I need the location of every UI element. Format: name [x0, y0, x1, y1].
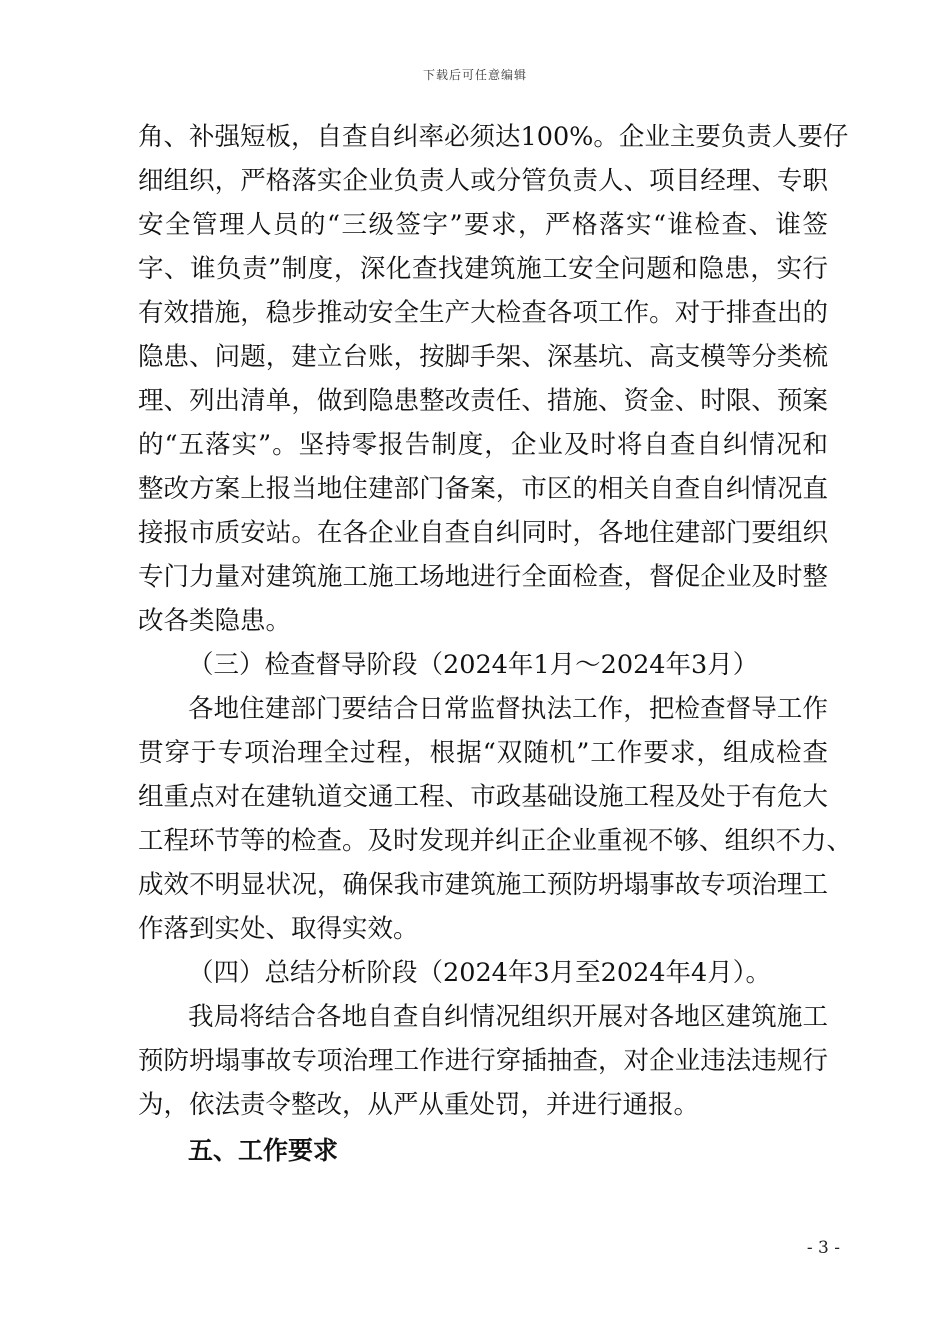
body-line: 工程环节等的检查。及时发现并纠正企业重视不够、组织不力、 [138, 826, 853, 856]
page-number: - 3 - [806, 1238, 840, 1258]
body-line: 各地住建部门要结合日常监督执法工作，把检查督导工作 [188, 694, 828, 724]
body-line: 成效不明显状况，确保我市建筑施工预防坍塌事故专项治理工 [138, 870, 828, 900]
body-line: 整改方案上报当地住建部门备案，市区的相关自查自纠情况直 [138, 474, 828, 504]
body-line: 为，依法责令整改，从严从重处罚，并进行通报。 [138, 1090, 700, 1120]
body-line: 改各类隐患。 [138, 606, 292, 636]
body-line: 理、列出清单，做到隐患整改责任、措施、资金、时限、预案 [138, 386, 828, 416]
body-line: 安全管理人员的“三级签字”要求，严格落实“谁检查、谁签 [138, 210, 828, 240]
body-line: 接报市质安站。在各企业自查自纠同时，各地住建部门要组织 [138, 518, 828, 548]
header-watermark: 下载后可任意编辑 [422, 68, 527, 82]
body-line: 隐患、问题，建立台账，按脚手架、深基坑、高支模等分类梳 [138, 342, 828, 372]
body-line: 预防坍塌事故专项治理工作进行穿插抽查，对企业违法违规行 [138, 1046, 828, 1076]
body-line: 专门力量对建筑施工施工场地进行全面检查，督促企业及时整 [138, 562, 828, 592]
section-heading: 五、工作要求 [188, 1136, 339, 1165]
body-line: 组重点对在建轨道交通工程、市政基础设施工程及处于有危大 [138, 782, 828, 812]
body-line: 我局将结合各地自查自纠情况组织开展对各地区建筑施工 [188, 1002, 828, 1032]
body-line: 字、谁负责”制度，深化查找建筑施工安全问题和隐患，实行 [138, 254, 828, 284]
body-line: 的“五落实”。坚持零报告制度，企业及时将自查自纠情况和 [138, 430, 828, 460]
subsection-heading: （四）总结分析阶段（2024年3月至2024年4月）。 [188, 958, 771, 988]
body-line: 贯穿于专项治理全过程，根据“双随机”工作要求，组成检查 [138, 738, 828, 768]
subsection-heading: （三）检查督导阶段（2024年1月～2024年3月） [188, 650, 759, 680]
body-line: 角、补强短板，自查自纠率必须达100%。企业主要负责人要仔 [138, 122, 849, 152]
body-line: 作落到实处、取得实效。 [138, 914, 419, 944]
body-line: 有效措施，稳步推动安全生产大检查各项工作。对于排查出的 [138, 298, 828, 328]
body-line: 细组织，严格落实企业负责人或分管负责人、项目经理、专职 [138, 166, 828, 196]
